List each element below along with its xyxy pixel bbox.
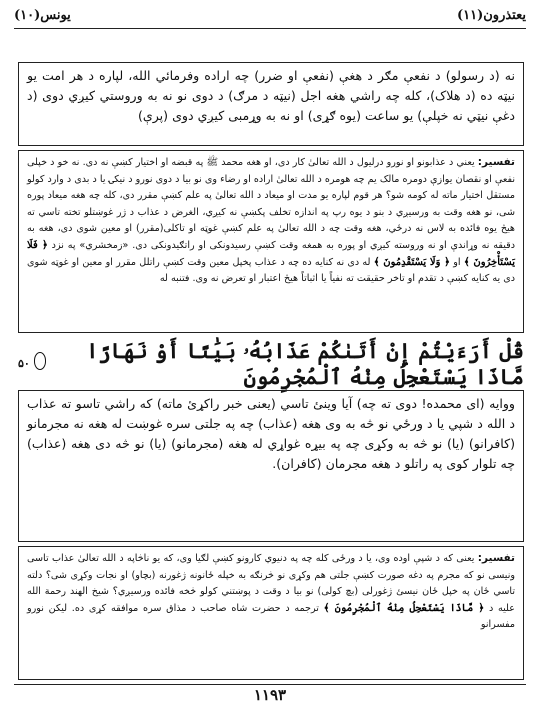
tafsir-label-2: تفسیر: [477, 552, 515, 564]
tafsir-box-1 [18, 150, 524, 333]
page-number: ۱۱۹۳ [253, 686, 287, 704]
translation-text-2: ووايه (ای محمده! دوی ته چه) آيا وينئ تاسي (يعنی خبر راکړئ ماته) که راشي تاسو ته عذاب د الله د شپي يا د ورځي نو څه به وی هغه (عذاب) چه په جلتی سره غوښت له هغه نه مجرمانو (کافرانو) (يا) نو څه به وکړی چه په بيړه غواړي له هغه (مجرمانو) (يا) نو څه دی هغه (عذاب) چه تلوار کوی په راتلو د هغه مجرمان (کافران). [27, 396, 515, 471]
verse-text: قُلْ أَرَءَيْتُمْ إِنْ أَتَىٰكُمْ عَذَابُهُۥ بَيَٰتًا أَوْ نَهَارًا مَّاذَا يَسْتَعْجِلُ مِنْهُ ٱلْمُجْرِمُونَ [86, 337, 524, 389]
header-juz-title: یعتذرون(۱۱) [456, 7, 526, 23]
translation-box-1 [18, 62, 524, 146]
tafsir-text-2b: ترجمه د حضرت شاه صاحب د مذاق سره موافقه کړی ده. ليکن نورو مفسرانو [27, 602, 515, 631]
translation-text-1: نه (د رسولو) د نفعې مګر د هغې (نفعې او ضرر) چه اراده وفرمائي الله، لپاره د هر امت يو نيټه ده (د هلاک)، کله چه راشي هغه اجل (نيټه د مرګ) د دوی نو نه به وروستي کيږي دوی (د دغې نيټي نه خپلې) يو ساعت (يوه ګړی) او نه به وړمبی کيږي دوی (پرې) [27, 68, 515, 123]
tafsir-ayah-1a: ﴿ فَلَا يَسْتَأْخِرُونَ ﴾ [27, 239, 515, 268]
verse-number: ۵۰ [18, 356, 30, 370]
quran-verse [18, 338, 524, 388]
tafsir-label-1: تفسیر: [477, 156, 515, 168]
tafsir-joiner-1: او [453, 256, 461, 268]
page-header [14, 4, 526, 26]
header-divider [14, 28, 526, 29]
tafsir-text-1a: يعني د عذابونو او نورو درليول د الله تعالىٰ کار دی، او هغه محمد ﷺ په قبضه او اختيار کښې نه دی. نه خو د خپلی نفعې او نقصان يوازې دومره مالک يم چه هومره د الله تعالىٰ اراده او رضاء وی نو بيا د دوی نورو د نيکۍ يا د بدی د وارد کولو مستقل اختيار ماته له کومه شو؟ هر قوم لپاره يو مدت او ميعاد د الله تعالىٰ په علم کښې مقرر دی، کله چه هغه ميعاد پوره شی، نو هغه وقت به ورسيږي د بنو د يوه رپ په اندازه تخلف پکښې نه کيږي، الغرض د عذاب د ژر غوښتلو تخته تاسي ته هيڅ يوه فائده به لاس نه درځي، هغه وقت چه د الله تعالىٰ په علم کښې غوټه او تاکلی(مقرر) او معين شوی دی، هغه به دقيقه نه وړاندې او نه وروسته کيږي او پوره به همغه وقت کښې رسيدونکی او راتګيدونکی دی. «زمخشري» په نزد [27, 157, 515, 251]
translation-box-2 [18, 390, 524, 542]
tafsir-box-2 [18, 546, 524, 680]
footer-divider [14, 684, 526, 685]
header-surah-title: یونس(۱۰) [14, 7, 71, 23]
tafsir-ayah-1b: ﴿ وَلَا يَسْتَقْدِمُونَ ﴾ [373, 256, 450, 268]
tafsir-text-1b: له دی نه کنايه ده چه د عذاب پخپل معين وقت کښې راتلل مقرر او معين او غوټه شوی دی يه کنايه کښې د تقدم او تاخر حقيقت ته نفياً يا اثباتاً هيڅ اعتبار او تعرض نه وی. فتنبه له [27, 256, 515, 285]
verse-end-marker-icon [34, 352, 47, 370]
tafsir-ayah-2a: ﴿ مَّاذَا يَسْتَعْجِلُ مِنْهُ ٱلْمُجْرِمُونَ ﴾ [323, 602, 485, 614]
tafsir-text-2a: يعنی که د شپې اوده وی، يا د ورځی کله چه په دنيوي کارونو کښې لګيا وی، که يو ناڅاپه د الله تعالىٰ عذاب تاسی ونيسی نو که مجرم په دغه صورت کښې جلتی هم وکړی نو څرنګه به خپله ځانونه ژغورنه (بچاو) او نجات وکړی شی؟ دلته تاسي ځان په خپل ځان نيسئ ژغورلی (بچ کولی) نو بيا د وقت د پوښتني کولو څخه فائده ورسيږي؟ شيخ الهند رحمة الله عليه د [27, 553, 515, 614]
